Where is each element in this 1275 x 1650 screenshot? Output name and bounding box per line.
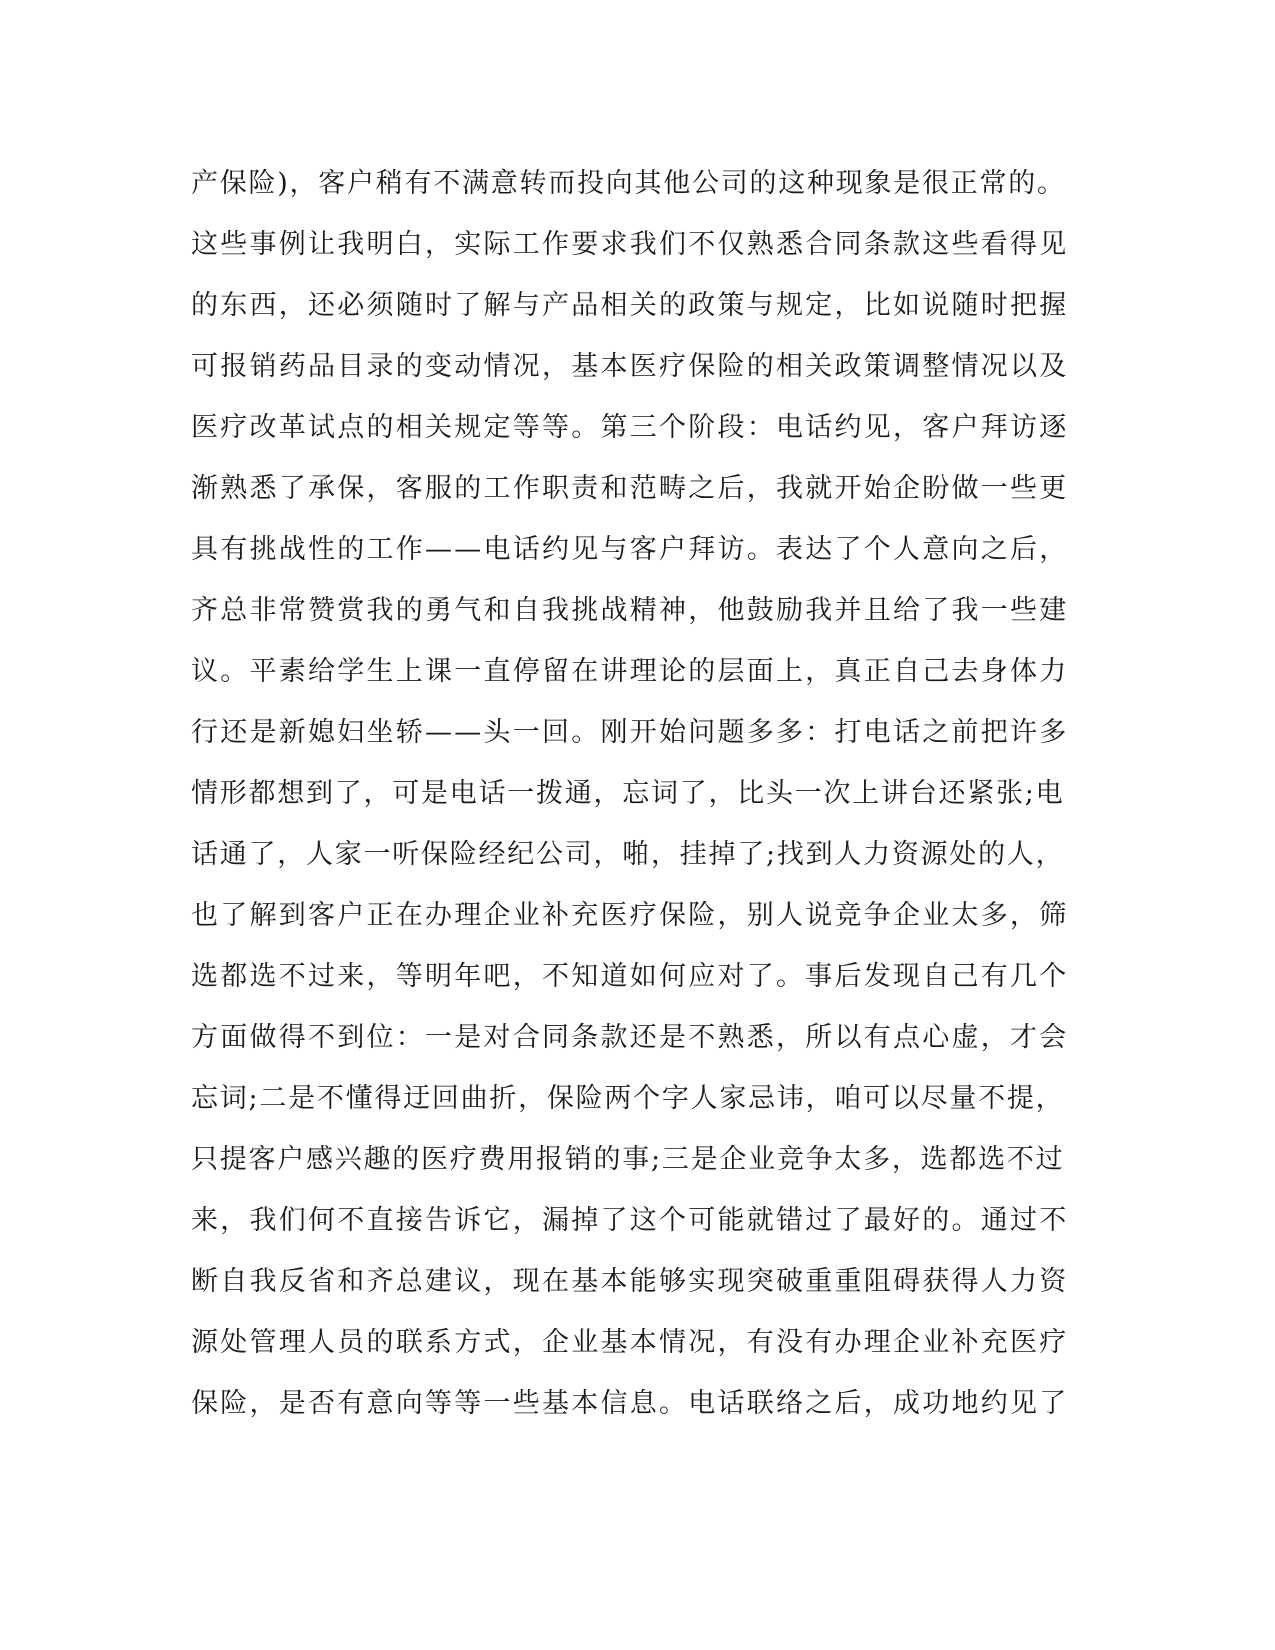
text-line: 产保险)，客户稍有不满意转而投向其他公司的这种现象是很正常的。 (191, 168, 1066, 199)
text-line: 渐熟悉了承保，客服的工作职责和范畴之后，我就开始企盼做一些更 (191, 473, 1069, 504)
text-line: 来，我们何不直接告诉它，漏掉了这个可能就错过了最好的。通过不 (191, 1205, 1069, 1236)
text-line: 可报销药品目录的变动情况，基本医疗保险的相关政策调整情况以及 (191, 351, 1069, 382)
body-text (191, 153, 1071, 1434)
text-line: 这些事例让我明白，实际工作要求我们不仅熟悉合同条款这些看得见 (191, 229, 1069, 260)
text-line: 议。平素给学生上课一直停留在讲理论的层面上，真正自己去身体力 (191, 656, 1069, 687)
text-line: 选都选不过来，等明年吧，不知道如何应对了。事后发现自己有几个 (191, 961, 1069, 992)
text-line: 保险，是否有意向等等一些基本信息。电话联络之后，成功地约见了 (191, 1388, 1069, 1419)
text-line: 忘词;二是不懂得迂回曲折，保险两个字人家忌讳，咱可以尽量不提， (191, 1083, 1065, 1114)
text-line: 行还是新媳妇坐轿——头一回。刚开始问题多多：打电话之前把许多 (191, 717, 1069, 748)
text-line: 话通了，人家一听保险经纪公司，啪，挂掉了;找到人力资源处的人， (191, 839, 1065, 870)
text-line: 只提客户感兴趣的医疗费用报销的事;三是企业竞争太多，选都选不过 (191, 1144, 1065, 1175)
text-line: 医疗改革试点的相关规定等等。第三个阶段：电话约见，客户拜访逐 (191, 412, 1069, 443)
text-line: 齐总非常赞赏我的勇气和自我挑战精神，他鼓励我并且给了我一些建 (191, 595, 1069, 626)
text-line: 情形都想到了，可是电话一拨通，忘词了，比头一次上讲台还紧张;电 (191, 778, 1065, 809)
text-line: 具有挑战性的工作——电话约见与客户拜访。表达了个人意向之后， (191, 534, 1069, 565)
text-line: 断自我反省和齐总建议，现在基本能够实现突破重重阻碍获得人力资 (191, 1266, 1069, 1297)
text-line: 方面做得不到位：一是对合同条款还是不熟悉，所以有点心虚，才会 (191, 1022, 1069, 1053)
text-line: 也了解到客户正在办理企业补充医疗保险，别人说竞争企业太多，筛 (191, 900, 1069, 931)
text-line: 的东西，还必须随时了解与产品相关的政策与规定，比如说随时把握 (191, 290, 1069, 321)
text-line: 源处管理人员的联系方式，企业基本情况，有没有办理企业补充医疗 (191, 1327, 1069, 1358)
